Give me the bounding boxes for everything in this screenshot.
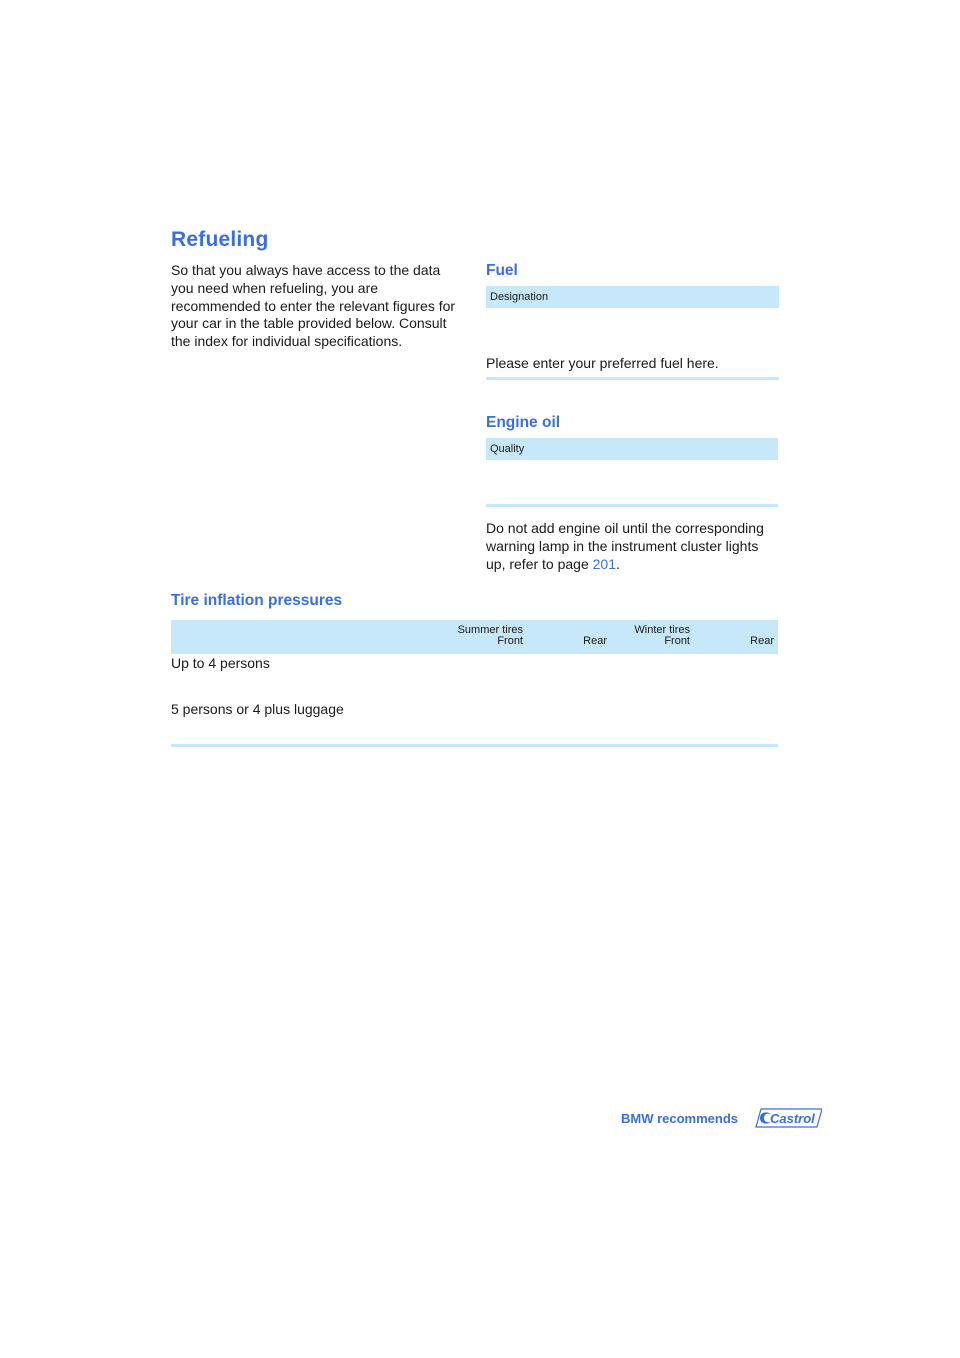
designation-label: Designation xyxy=(490,291,549,303)
castrol-logo-text: Castrol xyxy=(770,1111,815,1126)
tire-table-header xyxy=(171,620,778,654)
castrol-logo xyxy=(755,1108,822,1128)
fuel-note: Please enter your preferred fuel here. xyxy=(486,355,719,371)
tire-row-label: Up to 4 persons xyxy=(171,655,270,671)
oil-note-end: . xyxy=(616,555,620,572)
castrol-logo-graphic xyxy=(755,1108,822,1128)
bmw-recommends-label: BMW recommends xyxy=(621,1111,739,1126)
winter-front-label: Front xyxy=(664,635,690,647)
page-title: Refueling xyxy=(171,228,269,251)
oil-divider xyxy=(486,504,778,507)
oil-quality-band xyxy=(486,438,778,460)
oil-note xyxy=(486,520,780,573)
page-reference-link[interactable]: 201 xyxy=(592,555,616,572)
tire-table-divider xyxy=(171,744,778,747)
summer-tires-label: Summer tires xyxy=(457,624,523,636)
fuel-heading: Fuel xyxy=(486,262,518,279)
oil-note-text: Do not add engine oil until the corresponding warning lamp in the instrument cluster lights up, refer to page xyxy=(486,520,764,572)
summer-rear-label: Rear xyxy=(583,635,607,647)
winter-rear-label: Rear xyxy=(750,635,774,647)
intro-paragraph: So that you always have access to the data you need when refueling, you are recommended to enter the relevant figures for your car in the table provided below. Consult the index for individual specifications. xyxy=(171,262,456,350)
tire-pressures-heading: Tire inflation pressures xyxy=(171,592,343,609)
summer-front-label: Front xyxy=(497,635,523,647)
quality-label: Quality xyxy=(490,443,525,455)
engine-oil-heading: Engine oil xyxy=(486,414,561,431)
fuel-divider xyxy=(486,377,779,380)
fuel-designation-band xyxy=(486,286,779,308)
tire-row-label: 5 persons or 4 plus luggage xyxy=(171,701,344,717)
winter-tires-label: Winter tires xyxy=(634,624,690,636)
